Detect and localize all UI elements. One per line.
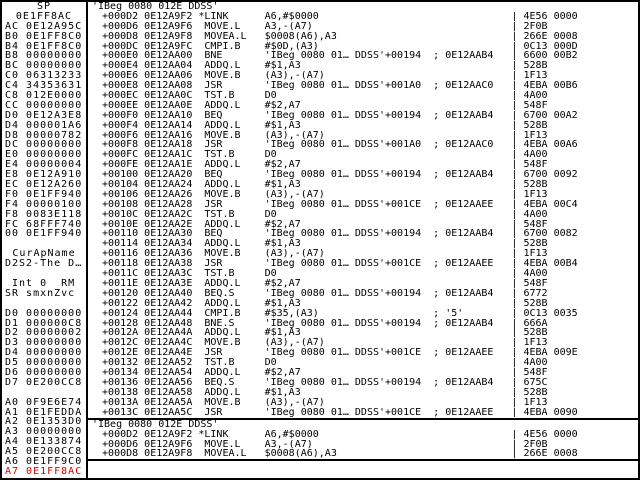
stack-row: D4 000001A6 [5,120,83,131]
address-register-row: A7 0E1FF8AC [5,466,83,477]
data-register-row: D6 00000000 [5,367,83,378]
disassembly-line: +00134 0E12AA54 ADDQ.L #$2,A7 | 548F [90,367,548,378]
stack-row: B4 0E1FF8C0 [5,41,83,52]
disassembly-line: +00106 0E12AA26 MOVE.B (A3),-(A7) | 1F13 [90,189,548,200]
disassembly-line: +000FE 0E12AA1E ADDQ.L #$2,A7 | 548F [90,160,548,171]
sp-label: SP [36,2,52,12]
disassembly-line: +0012E 0E12AA4E JSR 'IBeg 0080 01… DDSS'+001CE ; 0E12AAEE | 4EBA 009E [90,348,578,359]
data-register-row: D0 00000000 [5,308,83,319]
disassembly-line: +00136 0E12AA56 BEQ.S 'IBeg 0080 01… DDSS'+00194 ; 0E12AAB4 | 675C [90,377,548,388]
disassembly-line: +00122 0E12AA42 ADDQ.L #$1,A3 | 528B [90,298,548,309]
disassembly-line: +000F8 0E12AA18 JSR 'IBeg 0080 01… DDSS'+001A0 ; 0E12AAC0 | 4EBA 00A6 [90,140,578,151]
address-register-row: A6 0E1FF9C0 [5,456,83,467]
disassembly-rows [88,12,638,418]
spacer [5,388,86,398]
stack-row: E4 00000004 [5,160,83,171]
pc-disassembly-line: +000D2 0E12A9F2 *LINK A6,#$0000 | 4E56 0000 [90,429,578,440]
stack-row: EC 0E12A260 [5,180,83,190]
data-register-row: D1 000000C8 [5,318,83,329]
disassembly-line: +000E0 0E12AA00 BNE 'IBeg 0080 01… DDSS'+00194 ; 0E12AAB4 | 6600 00B2 [90,51,578,62]
address-register-row: A1 0E1FEDDA [5,407,83,418]
curapname-label: CurApName [12,249,76,260]
disassembly-line: +00114 0E12AA34 ADDQ.L #$1,A3 | 528B [90,239,548,250]
disassembly-line: +0010E 0E12AA2E ADDQ.L #$2,A7 | 548F [90,219,548,230]
disassembly-line: +00116 0E12AA36 MOVE.B (A3),-(A7) | 1F13 [90,249,548,260]
spacer [5,269,86,279]
disassembly-line: +0011E 0E12AA3E ADDQ.L #$2,A7 | 548F [90,278,548,289]
disassembly-window [88,2,638,418]
disassembly-line: +00132 0E12AA52 TST.B D0 | 4A00 [90,358,548,368]
disassembly-line: +000D8 0E12A9F8 MOVEA.L $0008(A6),A3 | 266E 0008 [90,31,578,42]
disassembly-line: +0011C 0E12AA3C TST.B D0 | 4A00 [90,269,548,279]
disassembly-line: +0010C 0E12AA2C TST.B D0 | 4A00 [90,209,548,220]
stack-row: FC 68FFF740 [5,219,83,230]
stack-row: C4 34353631 [5,81,83,92]
data-register-row: D7 0E200CC8 [5,377,83,388]
spacer [5,239,86,249]
stack-row: C0 06313233 [5,71,83,82]
stack-row: AC 0E12A95C [5,21,83,32]
disassembly-line: +000FC 0E12AA1C TST.B D0 | 4A00 [90,150,548,161]
stack-row: F8 0083E118 [5,209,83,220]
disassembly-line: +00118 0E12AA38 JSR 'IBeg 0080 01… DDSS'+001CE ; 0E12AAEE | 4EBA 00B4 [90,259,578,270]
disassembly-line: +000DC 0E12A9FC CMPI.B #$0D,(A3) | 0C13 000D [90,41,578,52]
right-pane [88,2,638,478]
disassembly-line: +000F0 0E12AA10 BEQ 'IBeg 0080 01… DDSS'+00194 ; 0E12AAB4 | 6700 00A2 [90,110,578,121]
stack-row: CC 00000000 [5,100,83,111]
disassembly-line: +0013C 0E12AA5C JSR 'IBeg 0080 01… DDSS'+001CE ; 0E12AAEE | 4EBA 0090 [90,407,578,418]
stack-row: E8 0E12A910 [5,170,83,181]
spacer [5,299,86,309]
data-register-row: D2 00000002 [5,328,83,339]
stack-row: D0 0E12A3E8 [5,110,83,121]
stack-row: DC 00000000 [5,140,83,151]
disassembly-line: +00108 0E12AA28 JSR 'IBeg 0080 01… DDSS'+001CE ; 0E12AAEE | 4EBA 00C4 [90,199,578,210]
disassembly-line: +000F4 0E12AA14 ADDQ.L #$1,A3 | 528B [90,120,548,131]
status-register: SR smxnZvc [5,288,76,299]
stack-row: BC 00000000 [5,61,83,72]
data-register-row: D3 00000000 [5,338,83,349]
address-register-row: A3 00000000 [5,427,83,438]
disassembly-section-header: 'IBeg 0080 012E DDSS' [92,2,219,12]
stack-row: 00 0E1FF940 [5,229,83,240]
stack-row: D8 00000782 [5,130,83,141]
disassembly-line: +0012C 0E12AA4C MOVE.B (A3),-(A7) | 1F13 [90,338,548,349]
register-pane [2,2,88,478]
disassembly-line: +00124 0E12AA44 CMPI.B #$35,(A3) ; '5' | 0C13 0035 [90,308,578,319]
address-register-row: A4 0E133874 [5,437,83,448]
disassembly-line: +00138 0E12AA58 ADDQ.L #$1,A3 | 528B [90,387,548,398]
pc-window [88,418,638,460]
disassembly-line: +000F6 0E12AA16 MOVE.B (A3),-(A7) | 1F13 [90,130,548,141]
disassembly-line: +000E6 0E12AA06 MOVE.B (A3),-(A7) | 1F13 [90,71,548,82]
address-register-row: A2 0E1353D0 [5,417,83,428]
disassembly-line: +000D6 0E12A9F6 MOVE.L A3,-(A7) | 2F0B [90,21,548,32]
address-register-row: A0 0F9E6E74 [5,397,83,408]
stack-row: F4 00000100 [5,199,83,210]
data-register-row: D5 00000000 [5,358,83,368]
disassembly-line: +000E8 0E12AA08 JSR 'IBeg 0080 01… DDSS'+001A0 ; 0E12AAC0 | 4EBA 00B6 [90,81,578,92]
address-register-row: A5 0E200CC8 [5,447,83,457]
disassembly-line: +00100 0E12AA20 BEQ 'IBeg 0080 01… DDSS'+00194 ; 0E12AAB4 | 6700 0092 [90,170,578,181]
curapname-value: D2S2-The D… [5,259,83,270]
disassembly-line: +0012A 0E12AA4A ADDQ.L #$1,A3 | 528B [90,328,548,339]
interrupt-status: Int 0 RM [5,278,76,289]
disassembly-line: +00110 0E12AA30 BEQ 'IBeg 0080 01… DDSS'+00194 ; 0E12AAB4 | 6700 0082 [90,229,578,240]
stack-row: C8 012E0000 [5,91,83,101]
stack-row: B0 0E1FF8C0 [5,31,83,42]
disassembly-line: +00128 0E12AA48 BNE.S 'IBeg 0080 01… DDSS'+00194 ; 0E12AAB4 | 666A [90,318,548,329]
pc-rows [88,430,638,460]
stack-row: F0 0E1FF940 [5,189,83,200]
pc-section-header: 'IBeg 0080 012E DDSS' [92,419,219,430]
pc-disassembly-line: +000D6 0E12A9F6 MOVE.L A3,-(A7) | 2F0B [90,439,548,450]
pc-disassembly-line: +000D8 0E12A9F8 MOVEA.L $0008(A6),A3 | 266E 0008 [90,449,578,460]
stack-row: E0 00000000 [5,150,83,161]
data-register-row: D4 00000000 [5,348,83,359]
disassembly-line: +0013A 0E12AA5A MOVE.B (A3),-(A7) | 1F13 [90,397,548,408]
disassembly-line: +000E4 0E12AA04 ADDQ.L #$1,A3 | 528B [90,61,548,72]
command-input[interactable] [88,461,638,471]
command-line-area[interactable] [88,459,638,478]
disassembly-line: +00104 0E12AA24 ADDQ.L #$1,A3 | 528B [90,180,548,190]
stack-row: B8 00000000 [5,51,83,62]
disassembly-line: +00120 0E12AA40 BEQ.S 'IBeg 0080 01… DDSS'+00194 ; 0E12AAB4 | 6772 [90,288,548,299]
sp-value: 0E1FF8AC [15,11,73,22]
disassembly-line: +000EE 0E12AA0E ADDQ.L #$2,A7 | 548F [90,100,548,111]
disassembly-line: +000EC 0E12AA0C TST.B D0 | 4A00 [90,91,548,101]
disassembly-line: +000D2 0E12A9F2 *LINK A6,#$0000 | 4E56 0000 [90,11,578,22]
